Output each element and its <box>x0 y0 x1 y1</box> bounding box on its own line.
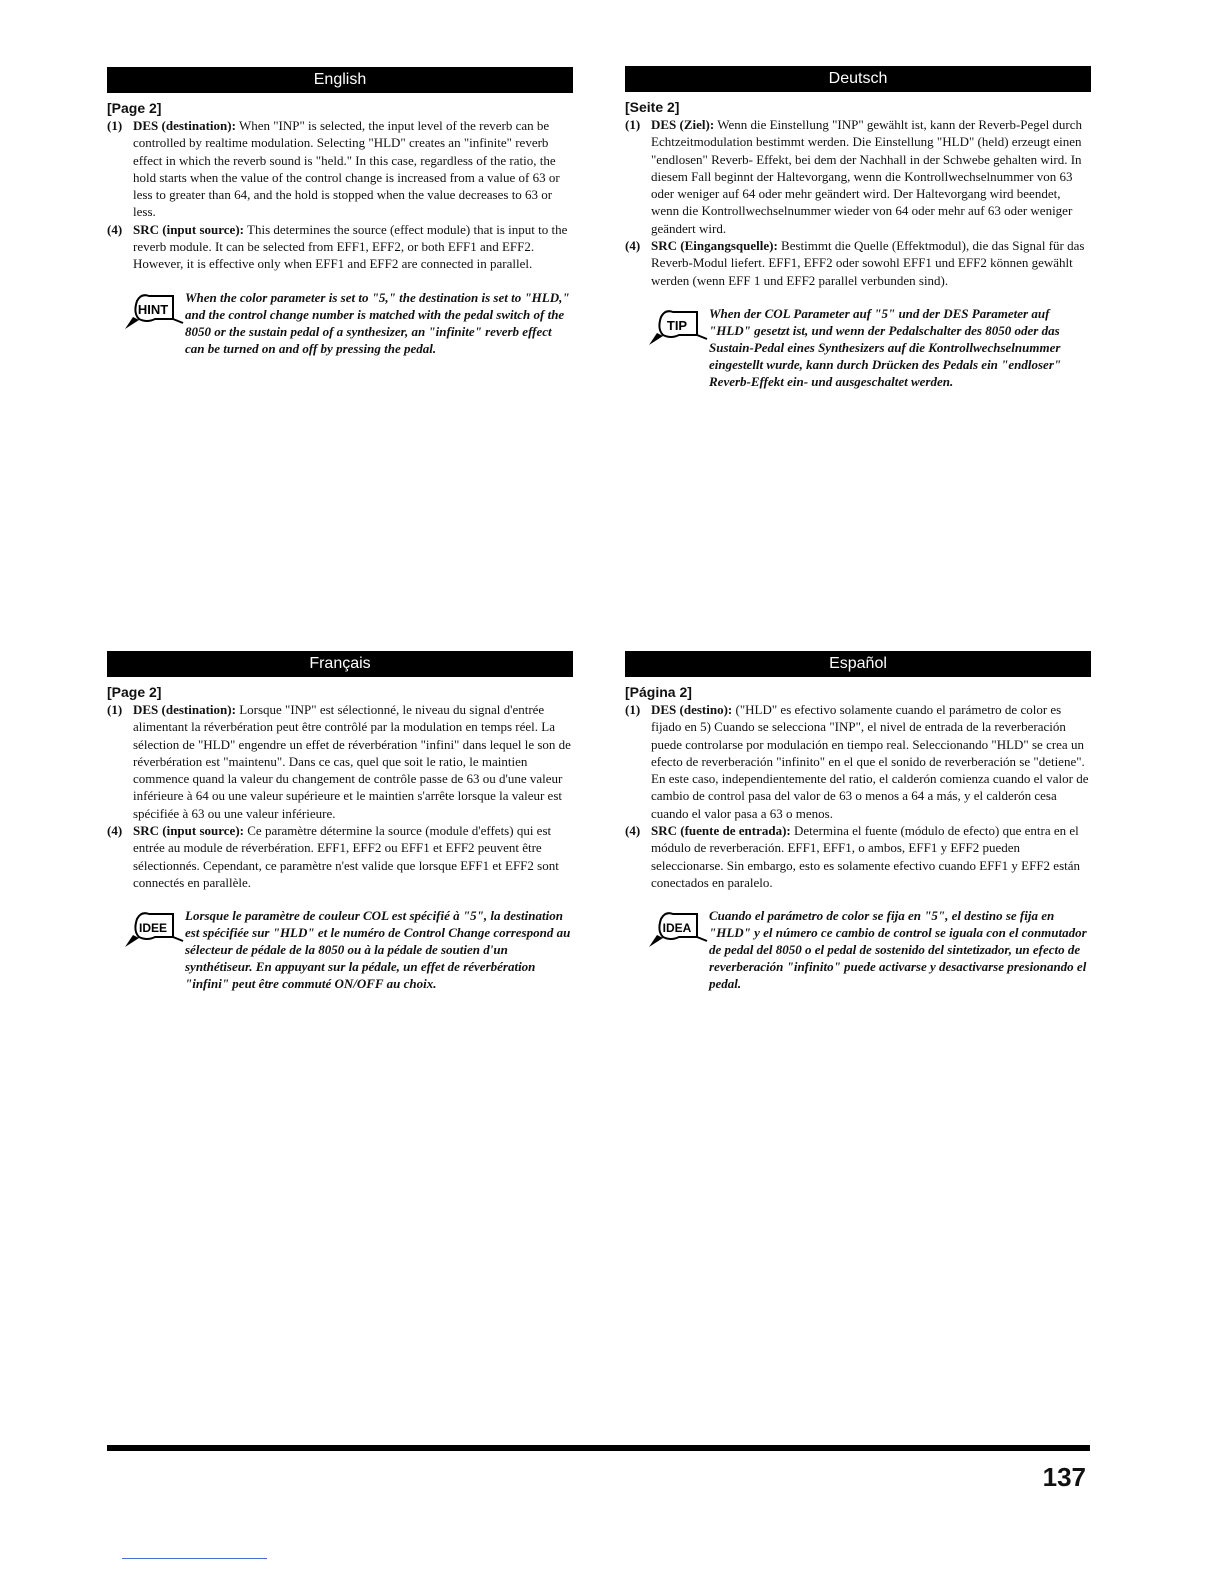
section-deutsch <box>625 66 1091 390</box>
item-number: (4) <box>625 238 641 254</box>
item-body <box>651 116 1091 237</box>
item-number: (4) <box>625 823 641 839</box>
list-item <box>625 237 1091 289</box>
hint-icon <box>121 289 185 339</box>
svg-text:TIP: TIP <box>666 317 688 333</box>
item-term: DES (destination): <box>133 702 236 717</box>
list-item <box>625 701 1091 822</box>
svg-text:HINT: HINT <box>137 301 169 317</box>
item-body <box>651 822 1091 891</box>
page-reference: [Page 2] <box>107 684 162 700</box>
item-body <box>651 237 1091 289</box>
section-espanol <box>625 651 1091 992</box>
item-body <box>651 701 1091 822</box>
item-term: SRC (input source): <box>133 823 244 839</box>
section-header: Français <box>107 651 573 677</box>
item-term: DES (Ziel): <box>651 117 715 132</box>
item-text: Wenn die Einstellung "INP" gewählt ist, kann der Reverb-Pegel durch Echtzeitmodulation bestimmt werden. Die Einstellung "HLD" (held) erzeugt einen "endlosen" Reverb- Effekt, bei dem der Nachhall in der Schwebe gehalten wird. In diesem Fall beginnt der Haltevorgang, wenn die Kontrollwechselnummer von 63 oder weniger auf 64 oder mehr geändert wird. Der Haltevorgang wird beendet, wenn die Kontrollwechselnummer wieder von 64 oder mehr auf 63 oder weniger geändert wird. <box>651 117 1083 236</box>
item-term: SRC (input source): <box>133 221 244 237</box>
section-francais <box>107 651 573 992</box>
list-item <box>107 117 573 221</box>
note-text: Lorsque le paramètre de couleur COL est spécifié à "5", la destination est spécifiée sur "HLD" et le numéro de Control Change correspond au sélecteur de pédale de la 8050 ou à la pédale de soutien d'un synthétiseur. En appuyant sur la pédale, un effet de réverbération "infini" peut être commuté ON/OFF au choix. <box>185 908 571 992</box>
item-number: (1) <box>625 117 641 132</box>
list-item <box>107 701 573 822</box>
page-reference: [Página 2] <box>625 684 692 700</box>
item-term: DES (destino): <box>651 702 733 717</box>
item-text: ("HLD" es efectivo solamente cuando el parámetro de color es fijado en 5) Cuando se selecciona "INP", el nivel de entrada de la reverberación puede controlarse por modulación en tiempo real. Seleccionando "HLD" se crea un efecto de reverberación "infinito" en el que el sonido de reverberación se "detiene". En este caso, independientemente del ratio, el calderón comienza cuando el valor de cambio de control pasa del valor de 63 o menos a 64 a más, y el calderón cesa cuando el valor pasa a 63 o menos. <box>651 702 1089 821</box>
list-item <box>625 822 1091 891</box>
section-header: English <box>107 67 573 93</box>
section-header: Español <box>625 651 1091 677</box>
item-number: (1) <box>625 702 641 717</box>
tip-note <box>645 305 1091 390</box>
item-text: Lorsque "INP" est sélectionné, le niveau du signal d'entrée alimentant la réverbération peut être contrôlé par la modulation en temps réel. La sélection de "HLD" engendre un effet de réverbération "infini" dans lequel le son de réverbération est "maintenu". Dans ce cas, quel que soit le ratio, le maintien commence quand la valeur du changement de contrôle passe de 63 ou d'une valeur inférieure à 64 ou une valeur supérieure et le maintien s'arrête lorsque la valeur est spécifiée à 63 ou une valeur inférieure. <box>133 702 571 821</box>
item-text: When "INP" is selected, the input level of the reverb can be controlled by realtime modulation. Selecting "HLD" creates an "infinite" reverb effect in which the reverb sound is "held." In this case, regardless of the ratio, the hold starts when the value of the control change is increased from a value of 63 or less to greater than 64, and the hold is stopped when the value decreases to 63 or less. <box>133 118 560 220</box>
item-term: DES (destination): <box>133 118 236 133</box>
idea-note <box>645 907 1091 992</box>
tip-icon <box>645 305 709 355</box>
note-text: Cuando el parámetro de color se fija en "5", el destino se fija en "HLD" y el número ce cambio de control se iguala con el conmutador de pedal del 8050 o el pedal de sostenido del sintetizador, un efecto de reverberación "infinito" puede activarse y desactivarse presionando el pedal. <box>709 908 1087 992</box>
item-term: SRC (fuente de entrada): <box>651 823 791 839</box>
note-text: When the color parameter is set to "5," the destination is set to "HLD," and the control change number is matched with the pedal switch of the 8050 or the sustain pedal of a synthesizer, an "infinite" reverb effect can be turned on and off by pressing the pedal. <box>185 289 570 356</box>
svg-text:IDEE: IDEE <box>138 921 168 936</box>
footer-rule <box>107 1445 1090 1451</box>
list-item <box>625 116 1091 237</box>
item-body <box>133 701 573 822</box>
list-item <box>107 221 573 273</box>
note-text: When der COL Parameter auf "5" und der DES Parameter auf "HLD" gesetzt ist, und wenn der Pedalschalter des 8050 oder das Sustain-Pedal eines Synthesizers auf die Kontrollwechselnummer eingestellt wurde, kann durch Drücken des Pedals ein "endloser" Reverb-Effekt ein- und ausgeschaltet werden. <box>709 305 1062 389</box>
item-text: This determines the source (effect module) that is input to the reverb module. It can be selected from EFF1, EFF2, or both EFF1 and EFF2. However, it is effective only when EFF1 and EFF2 are connected in parallel. <box>133 221 568 272</box>
section-english <box>107 67 573 357</box>
item-text: Bestimmt die Quelle (Effektmodul), die das Signal für das Reverb-Modul liefert. EFF1, EFF2 oder sowohl EFF1 und EFF2 können gewählt werden (wenn EFF 1 und EFF2 parallel verbunden sind). <box>651 238 1085 288</box>
list-item <box>107 822 573 891</box>
corner-line <box>122 1558 267 1559</box>
item-body <box>133 117 573 221</box>
item-number: (4) <box>107 221 123 237</box>
item-number: (1) <box>107 702 123 717</box>
item-text: Determina el fuente (módulo de efecto) que entra en el módulo de reverberación. EFF1, EFF1, o ambos, EFF1 y EFF2 pueden seleccionarse. Sin embargo, esto es solamente efectivo cuando EFF1 y EFF2 están conectados en paralelo. <box>651 823 1081 890</box>
item-body <box>133 221 573 273</box>
svg-text:IDEA: IDEA <box>662 921 692 936</box>
page-number: 137 <box>1042 1462 1086 1492</box>
hint-note <box>121 289 573 357</box>
item-number: (1) <box>107 118 123 133</box>
idea-icon <box>645 907 709 957</box>
idee-note <box>121 907 573 992</box>
idee-icon <box>121 907 185 957</box>
page-reference: [Page 2] <box>107 100 162 116</box>
page-reference: [Seite 2] <box>625 99 680 115</box>
item-body <box>133 822 573 891</box>
section-header: Deutsch <box>625 66 1091 92</box>
item-term: SRC (Eingangsquelle): <box>651 238 778 254</box>
item-text: Ce paramètre détermine la source (module d'effets) qui est entrée au module de réverbération. EFF1, EFF2 ou EFF1 et EFF2 peuvent être sélectionnés. Cependant, ce paramètre n'est valide que lorsque EFF1 et EFF2 sont connectés en parallèle. <box>133 823 559 890</box>
item-number: (4) <box>107 823 123 839</box>
